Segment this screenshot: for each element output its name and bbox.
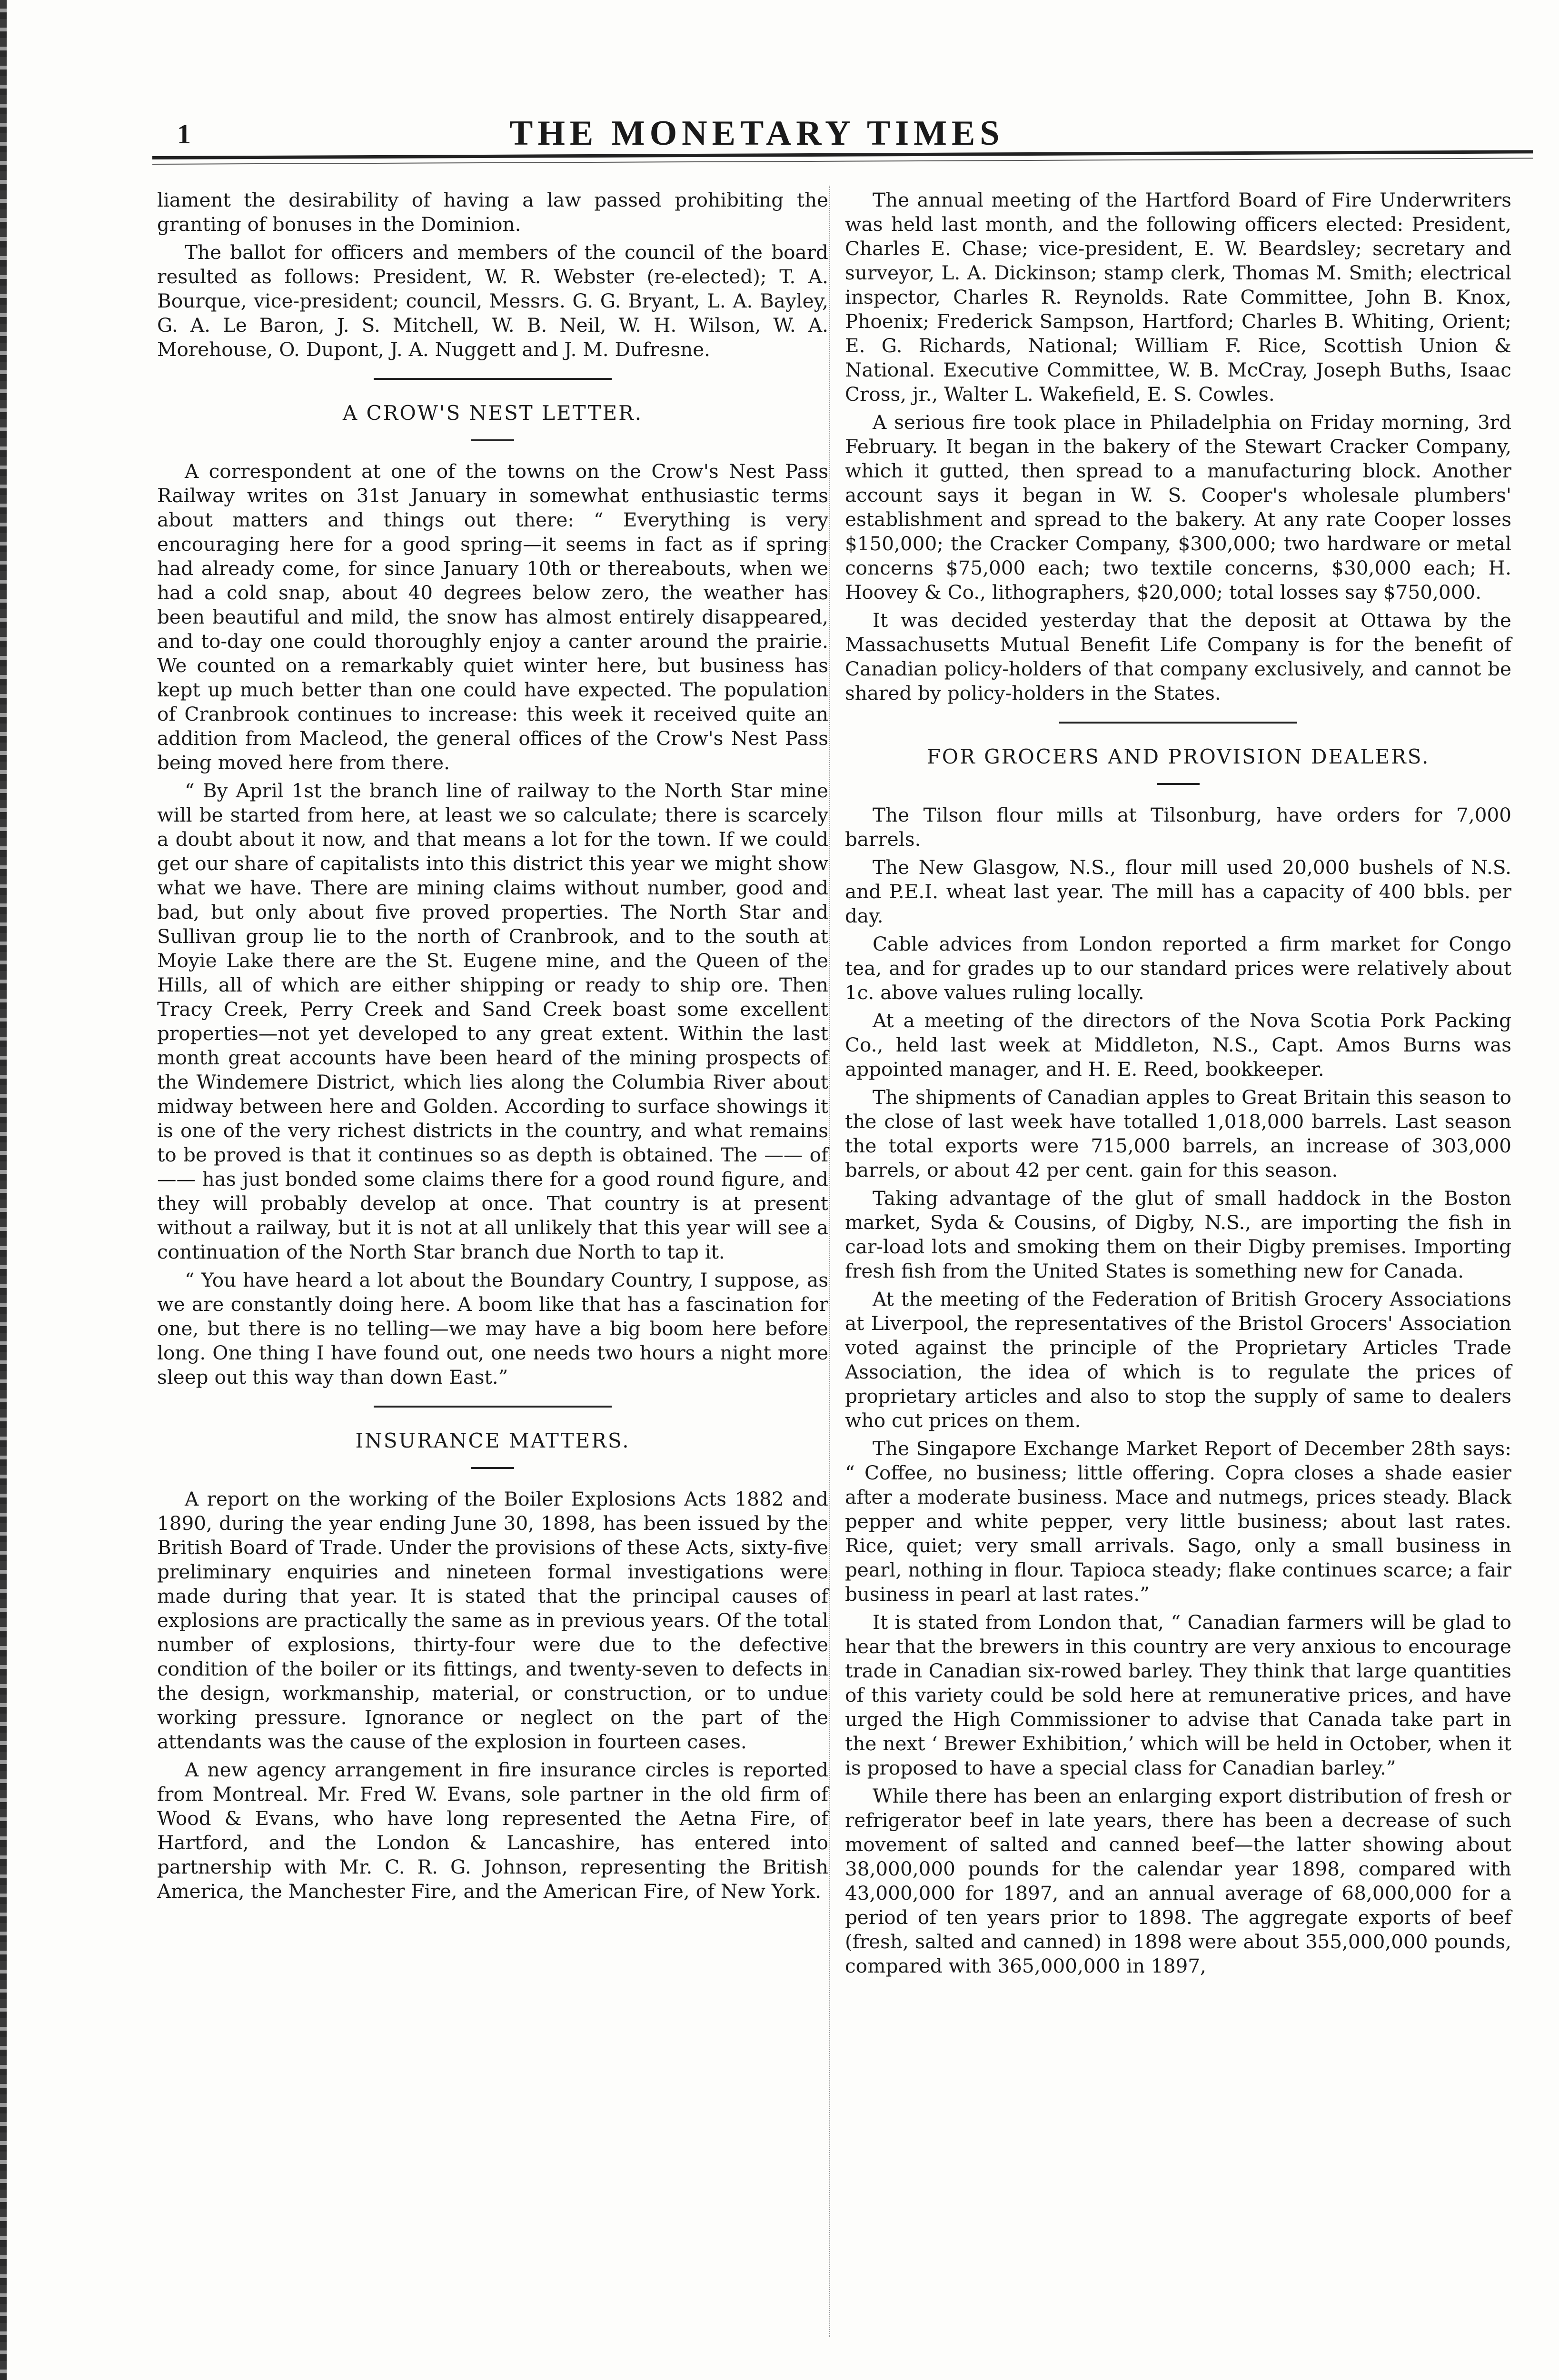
article-paragraph: At a meeting of the directors of the Nova Scotia Pork Packing Co., held last week at Middleton, N.S., Capt. Amos Burns was appointed manager, and H. E. Reed, bookkeeper. — [845, 1009, 1511, 1081]
right-column — [845, 188, 1511, 1982]
article-paragraph: The New Glasgow, N.S., flour mill used 20,000 bushels of N.S. and P.E.I. wheat last year. The mill has a capacity of 400 bbls. per day. — [845, 856, 1511, 927]
title-dash — [471, 1467, 514, 1469]
article-paragraph: It was decided yesterday that the deposit at Ottawa by the Massachusetts Mutual Benefit Life Company is for the benefit of Canadian policy-holders of that company exclusively, and cannot be shared by policy-holders in the States. — [845, 609, 1511, 704]
article-paragraph: The annual meeting of the Hartford Board of Fire Underwriters was held last month, and the following officers elected: President, Charles E. Chase; vice-president, E. W. Beardsley; secretary and surveyor, L. A. Dickinson; stamp clerk, Thomas M. Smith; electrical inspector, Charles R. Reynolds. Rate Committee, John B. Knox, Phoenix; Frederick Sampson, Hartford; Charles B. Whiting, Orient; E. G. Richards, National; William F. Rice, Scottish Union & National. Executive Committee, W. B. McCray, Joseph Buths, Isaac Cross, jr., Walter L. Wakefield, E. S. Cowles. — [845, 188, 1511, 406]
masthead: THE MONETARY TIMES — [509, 114, 1004, 153]
article-paragraph: While there has been an enlarging export distribution of fresh or refrigerator beef in late years, there has been a decrease of such movement of salted and canned beef—the latter showing about 38,000,000 pounds for the calendar year 1898, compared with 43,000,000 for 1897, and an annual average of 68,000,000 for a period of ten years prior to 1898. The aggregate exports of beef (fresh, salted and canned) in 1898 were about 355,000,000 pounds, compared with 365,000,000 in 1897, — [845, 1785, 1511, 1977]
left-column — [157, 188, 828, 1907]
continued-paragraph: liament the desirability of having a law passed prohibiting the granting of bonuses in the Dominion. — [157, 188, 828, 236]
section-divider — [374, 378, 612, 380]
header-rule-thin — [152, 158, 1533, 165]
grocers-title: FOR GROCERS AND PROVISION DEALERS. — [926, 745, 1430, 768]
title-dash — [471, 439, 514, 441]
ballot-paragraph: The ballot for officers and members of the council of the board resulted as follows: President, W. R. Webster (re-elected); T. A. Bourque, vice-president; council, Messrs. G. G. Bryant, L. A. Bayley, G. A. Le Baron, J. S. Mitchell, W. B. Neil, W. H. Wilson, W. A. Morehouse, O. Dupont, J. A. Nuggett and J. M. Dufresne. — [157, 241, 828, 361]
article-paragraph: A report on the working of the Boiler Explosions Acts 1882 and 1890, during the year ending June 30, 1898, has been issued by the British Board of Trade. Under the provisions of these Acts, sixty-five preliminary enquiries and nineteen formal investigations were made during that year. It is stated that the principal causes of explosions are practically the same as in previous years. Of the total number of explosions, thirty-four were due to the defective condition of the boiler or its fittings, and twenty-seven to defects in the design, workmanship, material, or construction, or to undue working pressure. Ignorance or neglect on the part of the attendants was the cause of the explosion in fourteen cases. — [157, 1488, 828, 1753]
page-number: 1 — [177, 119, 191, 149]
column-divider — [829, 186, 830, 2337]
article-paragraph: The Singapore Exchange Market Report of December 28th says: “ Coffee, no business; little offering. Copra closes a shade easier after a moderate business. Mace and nutmegs, prices steady. Black pepper and white pepper, very little business; about last rates. Rice, quiet; very small arrivals. Sago, only a small business in pearl, nothing in flour. Tapioca steady; flake continues scarce; a fair business in pearl at last rates.” — [845, 1437, 1511, 1606]
insurance-title: INSURANCE MATTERS. — [355, 1429, 630, 1452]
article-paragraph: It is stated from London that, “ Canadian farmers will be glad to hear that the brewers in this country are very anxious to encourage trade in Canadian six-rowed barley. They think that large quantities of this variety could be sold here at remunerative prices, and have urged the High Commissioner to advise that Canada take part in the next ‘ Brewer Exhibition,’ which will be held in October, when it is proposed to have a special class for Canadian barley.” — [845, 1611, 1511, 1779]
article-paragraph: Cable advices from London reported a firm market for Congo tea, and for grades up to our standard prices were relatively about 1c. above values ruling locally. — [845, 932, 1511, 1004]
article-paragraph: At the meeting of the Federation of British Grocery Associations at Liverpool, the representatives of the Bristol Grocers' Association voted against the principle of the Proprietary Articles Trade Association, the idea of which is to regulate the prices of proprietary articles and also to stop the supply of same to dealers who cut prices on them. — [845, 1288, 1511, 1432]
title-dash — [1157, 783, 1200, 785]
article-paragraph: “ You have heard a lot about the Boundary Country, I suppose, as we are constantly doing here. A boom like that has a fascination for one, but there is no telling—we may have a big boom here before long. One thing I have found out, one needs two hours a night more sleep out this way than down East.” — [157, 1269, 828, 1388]
scan-edge — [0, 0, 7, 2380]
section-divider — [374, 1406, 612, 1408]
article-paragraph: The Tilson flour mills at Tilsonburg, have orders for 7,000 barrels. — [845, 803, 1511, 851]
article-paragraph: A serious fire took place in Philadelphia on Friday morning, 3rd February. It began in the bakery of the Stewart Cracker Company, which it gutted, then spread to a manufacturing block. Another account says it began in W. S. Cooper's wholesale plumbers' establishment and spread to the bakery. At any rate Cooper losses $150,000; the Cracker Company, $300,000; two hardware or metal concerns $75,000 each; two textile concerns, $30,000 each; H. Hoovey & Co., lithographers, $20,000; total losses say $750,000. — [845, 411, 1511, 604]
article-paragraph: A correspondent at one of the towns on the Crow's Nest Pass Railway writes on 31st January in somewhat enthusiastic terms about matters and things out there: “ Everything is very encouraging here for a good spring—it seems in fact as if spring had already come, for since January 10th or thereabouts, when we had a cold snap, about 40 degrees below zero, the weather has been beautiful and mild, the snow has almost entirely disappeared, and to-day one could thoroughly enjoy a canter around the prairie. We counted on a remarkably quiet winter here, but business has kept up much better than one could have expected. The population of Cranbrook continues to increase: this week it received quite an addition from Macleod, the general offices of the Crow's Nest Pass being moved here from there. — [157, 460, 828, 774]
article-paragraph: A new agency arrangement in fire insurance circles is reported from Montreal. Mr. Fred W. Evans, sole partner in the old firm of Wood & Evans, who have long represented the Aetna Fire, of Hartford, and the London & Lancashire, has entered into partnership with Mr. C. R. G. Johnson, representing the British America, the Manchester Fire, and the American Fire, of New York. — [157, 1758, 828, 1903]
article-paragraph: Taking advantage of the glut of small haddock in the Boston market, Syda & Cousins, of Digby, N.S., are importing the fish in car-load lots and smoking them on their Digby premises. Importing fresh fish from the United States is something new for Canada. — [845, 1187, 1511, 1282]
article-paragraph: The shipments of Canadian apples to Great Britain this season to the close of last week have totalled 1,018,000 barrels. Last season the total exports were 715,000 barrels, an increase of 303,000 barrels, or about 42 per cent. gain for this season. — [845, 1086, 1511, 1181]
article-paragraph: “ By April 1st the branch line of railway to the North Star mine will be started from here, at least we so calculate; there is scarcely a doubt about it now, and that means a lot for the town. If we could get our share of capitalists into this district this year we might show what we have. There are mining claims without number, good and bad, but only about five proved properties. The North Star and Sullivan group lie to the north of Cranbrook, and to the south at Moyie Lake there are the St. Eugene mine, and the Queen of the Hills, all of which are either shipping or ready to ship ore. Then Tracy Creek, Perry Creek and Sand Creek boast some excellent properties—not yet developed to any great extent. Within the last month great accounts have been heard of the mining prospects of the Windemere District, which lies along the Columbia River about midway between here and Golden. According to surface showings it is one of the very richest districts in the country, and what remains to be proved is that it continues so as depth is obtained. The —— of —— has just bonded some claims there for a good round figure, and they will probably develop at once. That country is at present without a railway, but it is not at all unlikely that this year will see a continuation of the North Star branch due North to tap it. — [157, 779, 828, 1263]
crows-nest-title: A CROW'S NEST LETTER. — [342, 401, 643, 425]
section-divider — [1059, 722, 1297, 724]
